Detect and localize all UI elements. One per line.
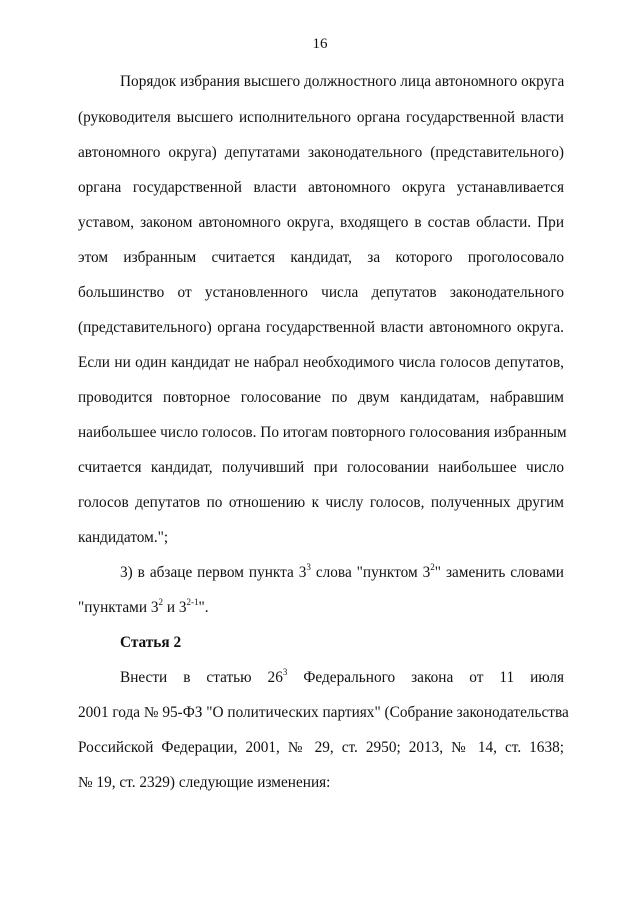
text-line: 2001 года № 95-ФЗ "О политических партиях" (Собрание законодательства — [78, 704, 569, 721]
text-line: кандидатом."; — [78, 529, 169, 546]
text-line: Если ни один кандидат не набрал необходимого числа голосов депутатов, — [78, 354, 564, 371]
text-line: считается кандидат, получивший при голосовании наибольшее число — [78, 459, 564, 476]
item-3-line-1: 3) в абзаце первом пункта $3^3$ слова "пунктом $3^2$" заменить словами — [120, 561, 564, 581]
article-2-line-1: Внести в статью $26^3$ Федерального закона от 11 июля — [120, 666, 564, 686]
text-line: этом избранным считается кандидат, за которого проголосовало — [78, 249, 564, 266]
item-3-line-2: "пунктами $3^2$ и 3$^{2-1}$". — [78, 596, 209, 616]
text-line: Порядок избрания высшего должностного лица автономного округа — [120, 73, 565, 90]
text-line: автономного округа) депутатами законодательного (представительного) — [78, 144, 564, 161]
text-line: Российской Федерации, 2001, № 29, ст. 2950; 2013, № 14, ст. 1638; — [78, 739, 564, 756]
text-line: уставом, законом автономного округа, входящего в состав области. При — [78, 214, 564, 231]
text-line: большинство от установленного числа депутатов законодательного — [78, 284, 564, 301]
text-line: (представительного) органа государственной власти автономного округа. — [78, 319, 564, 336]
article-heading: Статья 2 — [120, 634, 182, 651]
text-line: № 19, ст. 2329) следующие изменения: — [78, 774, 331, 791]
text-line: (руководителя высшего исполнительного органа государственной власти — [78, 109, 564, 126]
text-line: проводится повторное голосование по двум кандидатам, набравшим — [78, 389, 564, 406]
text-line: органа государственной власти автономного округа устанавливается — [78, 179, 564, 196]
text-line: голосов депутатов по отношению к числу голосов, полученных другим — [78, 494, 564, 511]
page-number: 16 — [312, 36, 328, 52]
text-line: наибольшее число голосов. По итогам повторного голосования избранным — [78, 424, 567, 441]
